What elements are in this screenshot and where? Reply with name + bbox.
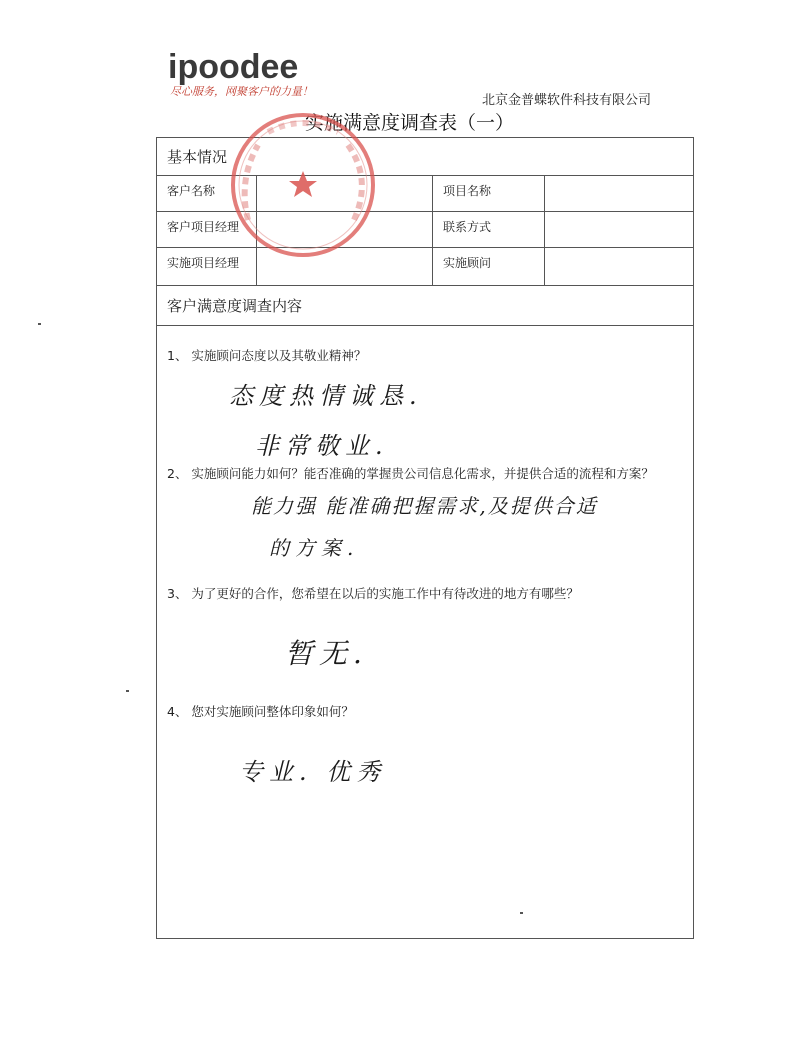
info-row [157, 212, 693, 248]
page-title: 实施满意度调查表（一） [305, 112, 515, 134]
row-label: 客户项目经理 [157, 212, 257, 247]
row-label: 实施顾问 [433, 248, 545, 285]
consultant-field[interactable] [545, 248, 693, 285]
scan-speck [38, 323, 41, 325]
company-name: 北京金普蝶软件科技有限公司 [482, 93, 652, 108]
survey-form [156, 137, 694, 939]
basic-info-heading: 基本情况 [157, 138, 693, 176]
info-row [157, 248, 693, 286]
project-name-field[interactable] [545, 176, 693, 211]
question-4: 4、 您对实施顾问整体印象如何？ [167, 704, 354, 719]
scan-speck [520, 912, 523, 914]
customer-name-field[interactable] [257, 176, 433, 211]
scan-speck [126, 690, 129, 692]
impl-pm-field[interactable] [257, 248, 433, 285]
row-label: 实施项目经理 [157, 248, 257, 285]
contact-field[interactable] [545, 212, 693, 247]
row-label: 客户名称 [157, 176, 257, 211]
tagline: 尽心服务，网聚客户的力量！ [170, 85, 313, 98]
answer-3: 暂无. [285, 637, 368, 670]
question-2: 2、 实施顾问能力如何？能否准确的掌握贵公司信息化需求，并提供合适的流程和方案？ [167, 466, 654, 481]
info-row [157, 176, 693, 212]
answer-1-line-1: 态度热情诚恳. [229, 382, 423, 410]
customer-pm-field[interactable] [257, 212, 433, 247]
row-label: 联系方式 [433, 212, 545, 247]
row-label: 项目名称 [433, 176, 545, 211]
company-logo: ipoodee [168, 48, 299, 86]
question-3: 3、 为了更好的合作，您希望在以后的实施工作中有待改进的地方有哪些？ [167, 586, 579, 601]
survey-heading: 客户满意度调查内容 [157, 286, 693, 326]
answer-4: 专业. 优秀 [239, 758, 387, 786]
question-1: 1、 实施顾问态度以及其敬业精神？ [167, 348, 367, 363]
answer-2-line-1: 能力强 能准确把握需求,及提供合适 [251, 494, 598, 518]
answer-2-line-2: 的方案. [269, 536, 360, 560]
answer-1-line-2: 非常敬业. [255, 432, 389, 460]
